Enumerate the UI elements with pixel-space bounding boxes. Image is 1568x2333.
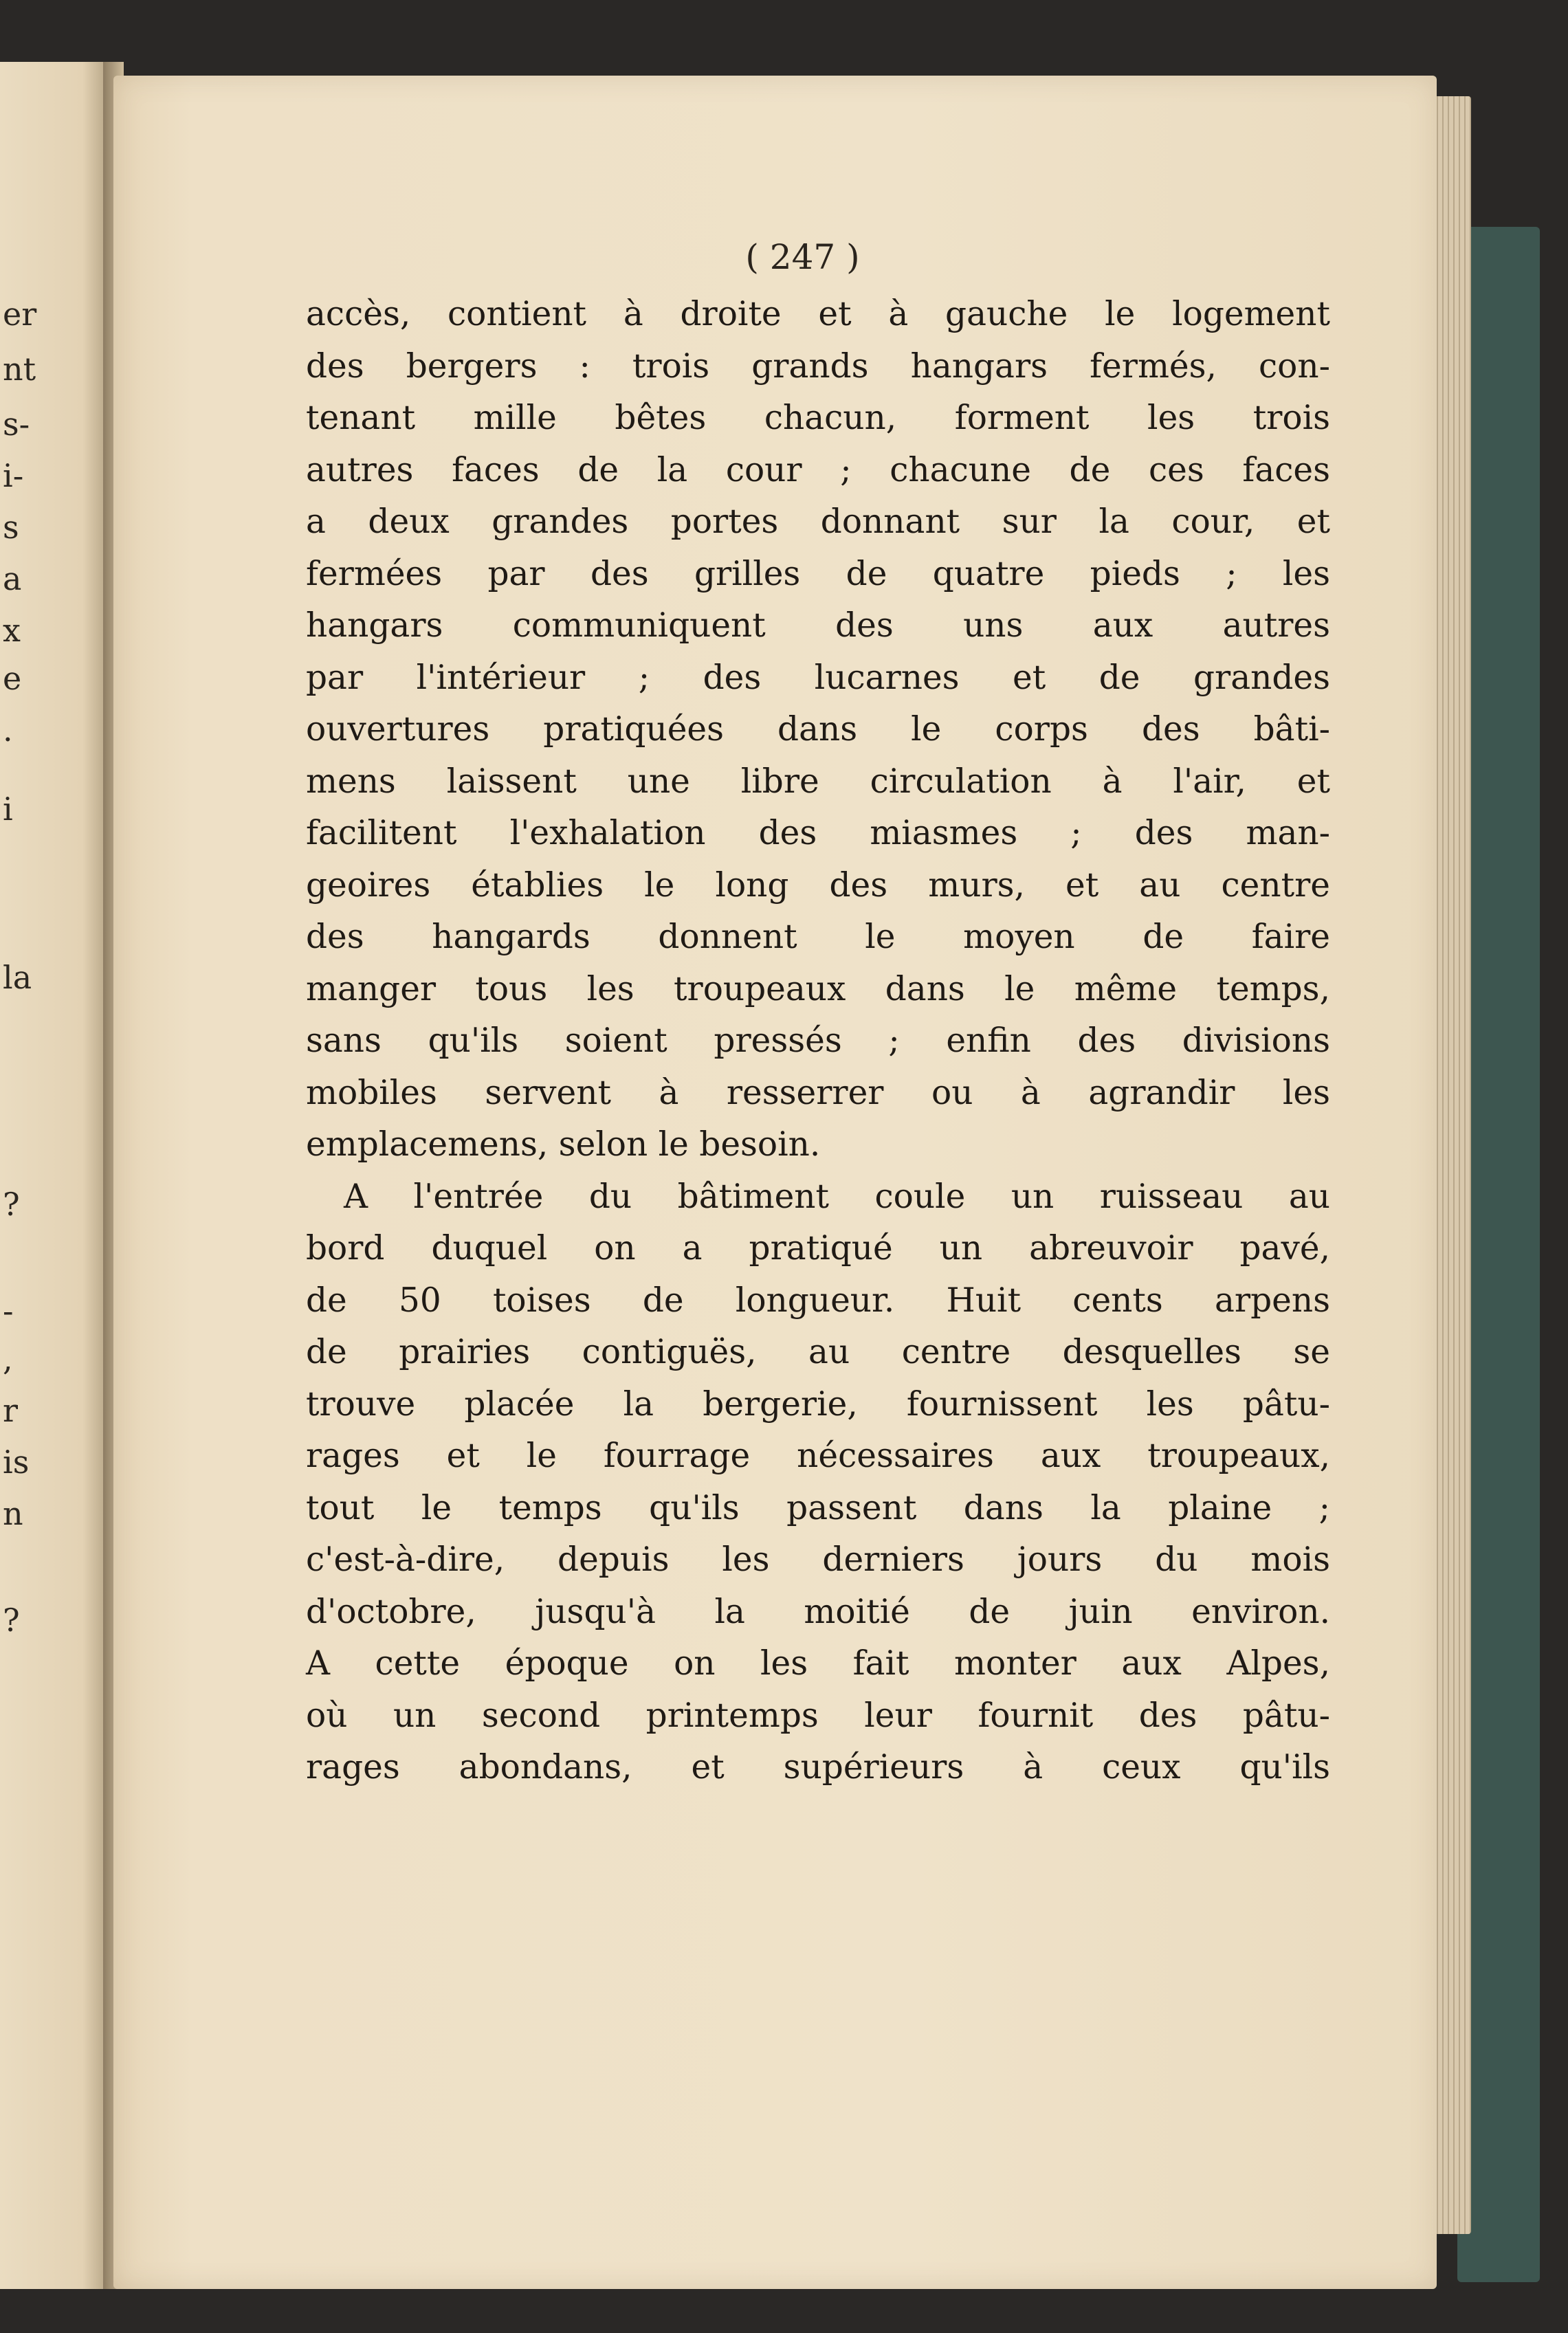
text-line: accès, contient à droite et à gauche le logement [306,295,1330,333]
text-line: autres faces de la cour ; chacune de ces faces [306,450,1330,489]
text-line: c'est-à-dire, depuis les derniers jours du mois [306,1540,1330,1579]
left-fragment: i- [3,457,24,494]
text-line: tout le temps qu'ils passent dans la plaine ; [306,1488,1330,1527]
left-page-text-fragments [0,62,103,2289]
text-line: tenant mille bêtes chacun, forment les trois [306,399,1330,437]
left-fragment: la [3,959,32,996]
text-line: de 50 toises de longueur. Huit cents arpens [306,1281,1330,1320]
left-fragment: . [3,711,13,749]
left-fragment: i [3,790,13,828]
left-fragment: r [3,1392,18,1429]
left-fragment: - [3,1292,14,1329]
left-fragment: , [3,1340,13,1378]
left-fragment: e [3,660,22,697]
text-line: facilitent l'exhalation des miasmes ; des man- [306,814,1330,852]
left-fragment: is [3,1444,30,1481]
text-line: a deux grandes portes donnant sur la cour, et [306,502,1330,541]
text-line: A l'entrée du bâtiment coule un ruisseau au [344,1177,1330,1216]
text-line: trouve placée la bergerie, fournissent les pâtu- [306,1384,1330,1424]
text-line: par l'intérieur ; des lucarnes et de grandes [306,658,1330,697]
text-line: sans qu'ils soient pressés ; enfin des divisions [306,1021,1330,1060]
text-line: A cette époque on les fait monter aux Alpes, [306,1644,1330,1683]
left-page [0,62,103,2289]
body-text [306,289,1330,1794]
text-line: des hangards donnent le moyen de faire [306,918,1330,956]
right-page [113,76,1437,2289]
left-fragment: ? [3,1602,20,1639]
left-fragment: n [3,1495,23,1532]
text-line: bord duquel on a pratiqué un abreuvoir pavé, [306,1229,1330,1268]
text-line: fermées par des grilles de quatre pieds ; les [306,554,1330,593]
text-line: d'octobre, jusqu'à la moitié de juin environ. [306,1592,1330,1631]
left-fragment: x [3,612,21,649]
text-line: ouvertures pratiquées dans le corps des bâti- [306,710,1330,749]
left-fragment: ? [3,1186,20,1223]
left-fragment: er [3,296,37,333]
text-line: manger tous les troupeaux dans le même temps, [306,969,1330,1008]
text-line: mens laissent une libre circulation à l'air, et [306,762,1330,801]
text-line: rages et le fourrage nécessaires aux troupeaux, [306,1437,1330,1475]
page-number: ( 247 ) [745,237,860,277]
text-line: rages abondans, et supérieurs à ceux qu'ils [306,1748,1330,1787]
text-line: geoires établies le long des murs, et au centre [306,865,1330,905]
text-line: emplacemens, selon le besoin. [306,1125,821,1164]
text-line: de prairies contiguës, au centre desquelles se [306,1333,1330,1371]
text-line: mobiles servent à resserrer ou à agrandir les [306,1073,1330,1112]
left-fragment: a [3,560,22,597]
left-fragment: s [3,509,19,546]
left-fragment: nt [3,351,36,388]
text-line: où un second printemps leur fournit des pâtu- [306,1696,1330,1735]
text-line: des bergers : trois grands hangars fermés, con- [306,346,1330,386]
left-fragment: s- [3,406,30,443]
text-line: hangars communiquent des uns aux autres [306,606,1330,645]
